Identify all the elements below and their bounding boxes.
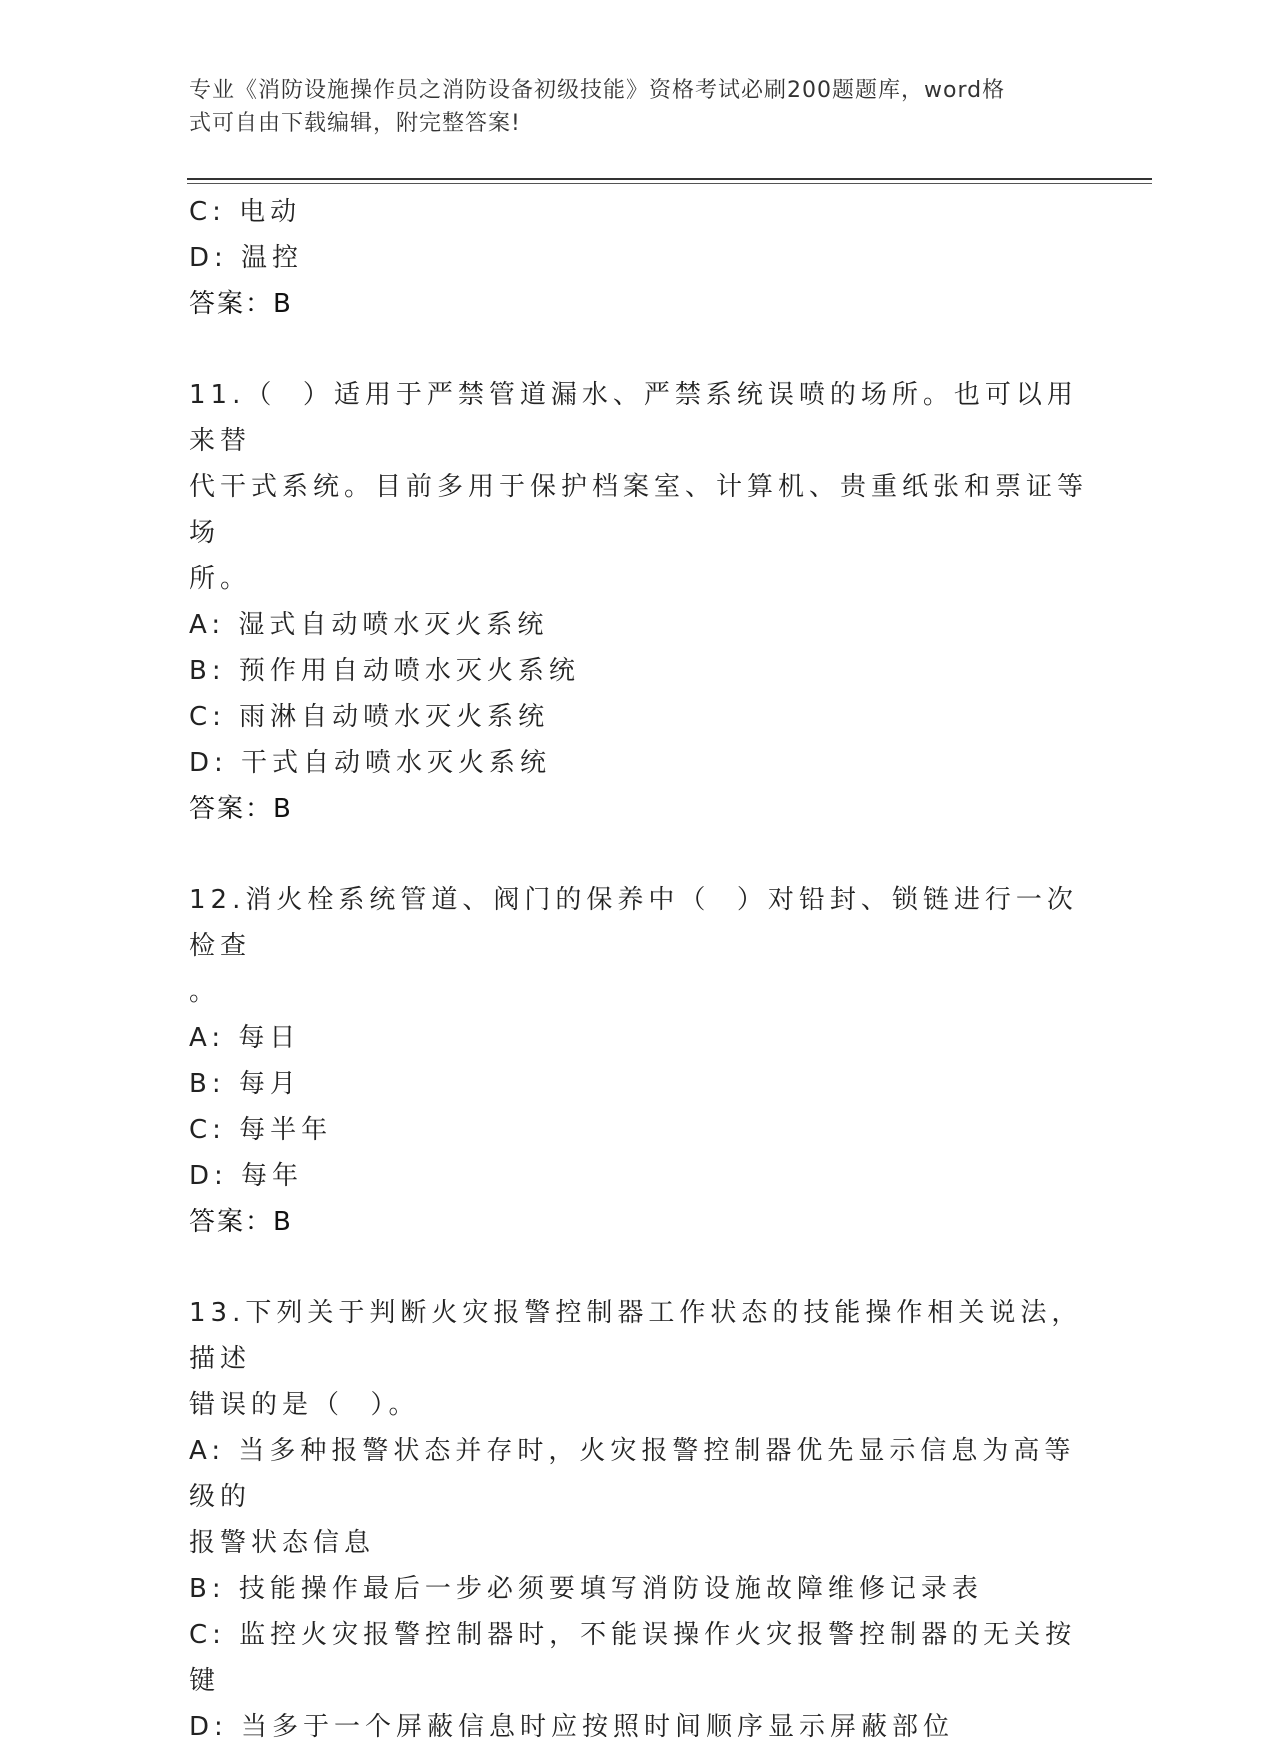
option-c: C: 每半年: [189, 1115, 333, 1145]
option-d: D: 温控: [189, 243, 304, 273]
answer-line: 答案：B: [189, 794, 293, 824]
option-d: D: 当多于一个屏蔽信息时应按照时间顺序显示屏蔽部位: [189, 1712, 955, 1742]
option-c: C: 雨淋自动喷水灭火系统: [189, 702, 550, 732]
option-d: D: 每年: [189, 1161, 304, 1191]
answer-line: 答案：B: [189, 289, 293, 319]
option-a-continuation: 报警状态信息: [189, 1528, 376, 1558]
option-b: B: 每月: [189, 1069, 301, 1099]
question-stem-line: 13.下列关于判断火灾报警控制器工作状态的技能操作相关说法，描述: [189, 1298, 1083, 1374]
question-stem-line: 错误的是（ ）。: [189, 1390, 420, 1420]
question-12: [189, 877, 1089, 1245]
answer-line: 答案：B: [189, 1207, 293, 1237]
question-stem-line: 11.（ ）适用于严禁管道漏水、严禁系统误喷的场所。也可以用来替: [189, 380, 1078, 456]
question-gap: [189, 1245, 1089, 1290]
option-b: B: 预作用自动喷水灭火系统: [189, 656, 580, 686]
option-a: A: 每日: [189, 1023, 301, 1053]
document-header: [189, 74, 1069, 140]
option-c: C: 监控火灾报警控制器时，不能误操作火灾报警控制器的无关按键: [189, 1620, 1077, 1696]
question-13: [189, 1290, 1089, 1750]
question-stem-line: 12.消火栓系统管道、阀门的保养中（ ）对铅封、锁链进行一次检查: [189, 885, 1078, 961]
option-a: A: 当多种报警状态并存时，火灾报警控制器优先显示信息为高等级的: [189, 1436, 1076, 1512]
question-10-tail: [189, 189, 1089, 327]
option-c: C: 电动: [189, 197, 302, 227]
header-divider-thin: [187, 183, 1152, 184]
question-stem-line: 代干式系统。目前多用于保护档案室、计算机、贵重纸张和票证等场: [189, 472, 1089, 548]
question-stem-line: 。: [189, 977, 221, 1007]
option-b: B: 技能操作最后一步必须要填写消防设施故障维修记录表: [189, 1574, 983, 1604]
option-d: D: 干式自动喷水灭火系统: [189, 748, 552, 778]
question-11: [189, 372, 1089, 832]
header-title-line-1: 专业《消防设施操作员之消防设备初级技能》资格考试必刷200题题库，word格: [189, 78, 1006, 103]
question-stem-line: 所。: [189, 564, 252, 594]
header-title-line-2: 式可自由下载编辑，附完整答案!: [189, 111, 521, 136]
option-a: A: 湿式自动喷水灭火系统: [189, 610, 549, 640]
question-gap: [189, 327, 1089, 372]
header-divider-thick: [187, 178, 1152, 180]
question-gap: [189, 832, 1089, 877]
question-content: [189, 189, 1089, 1750]
